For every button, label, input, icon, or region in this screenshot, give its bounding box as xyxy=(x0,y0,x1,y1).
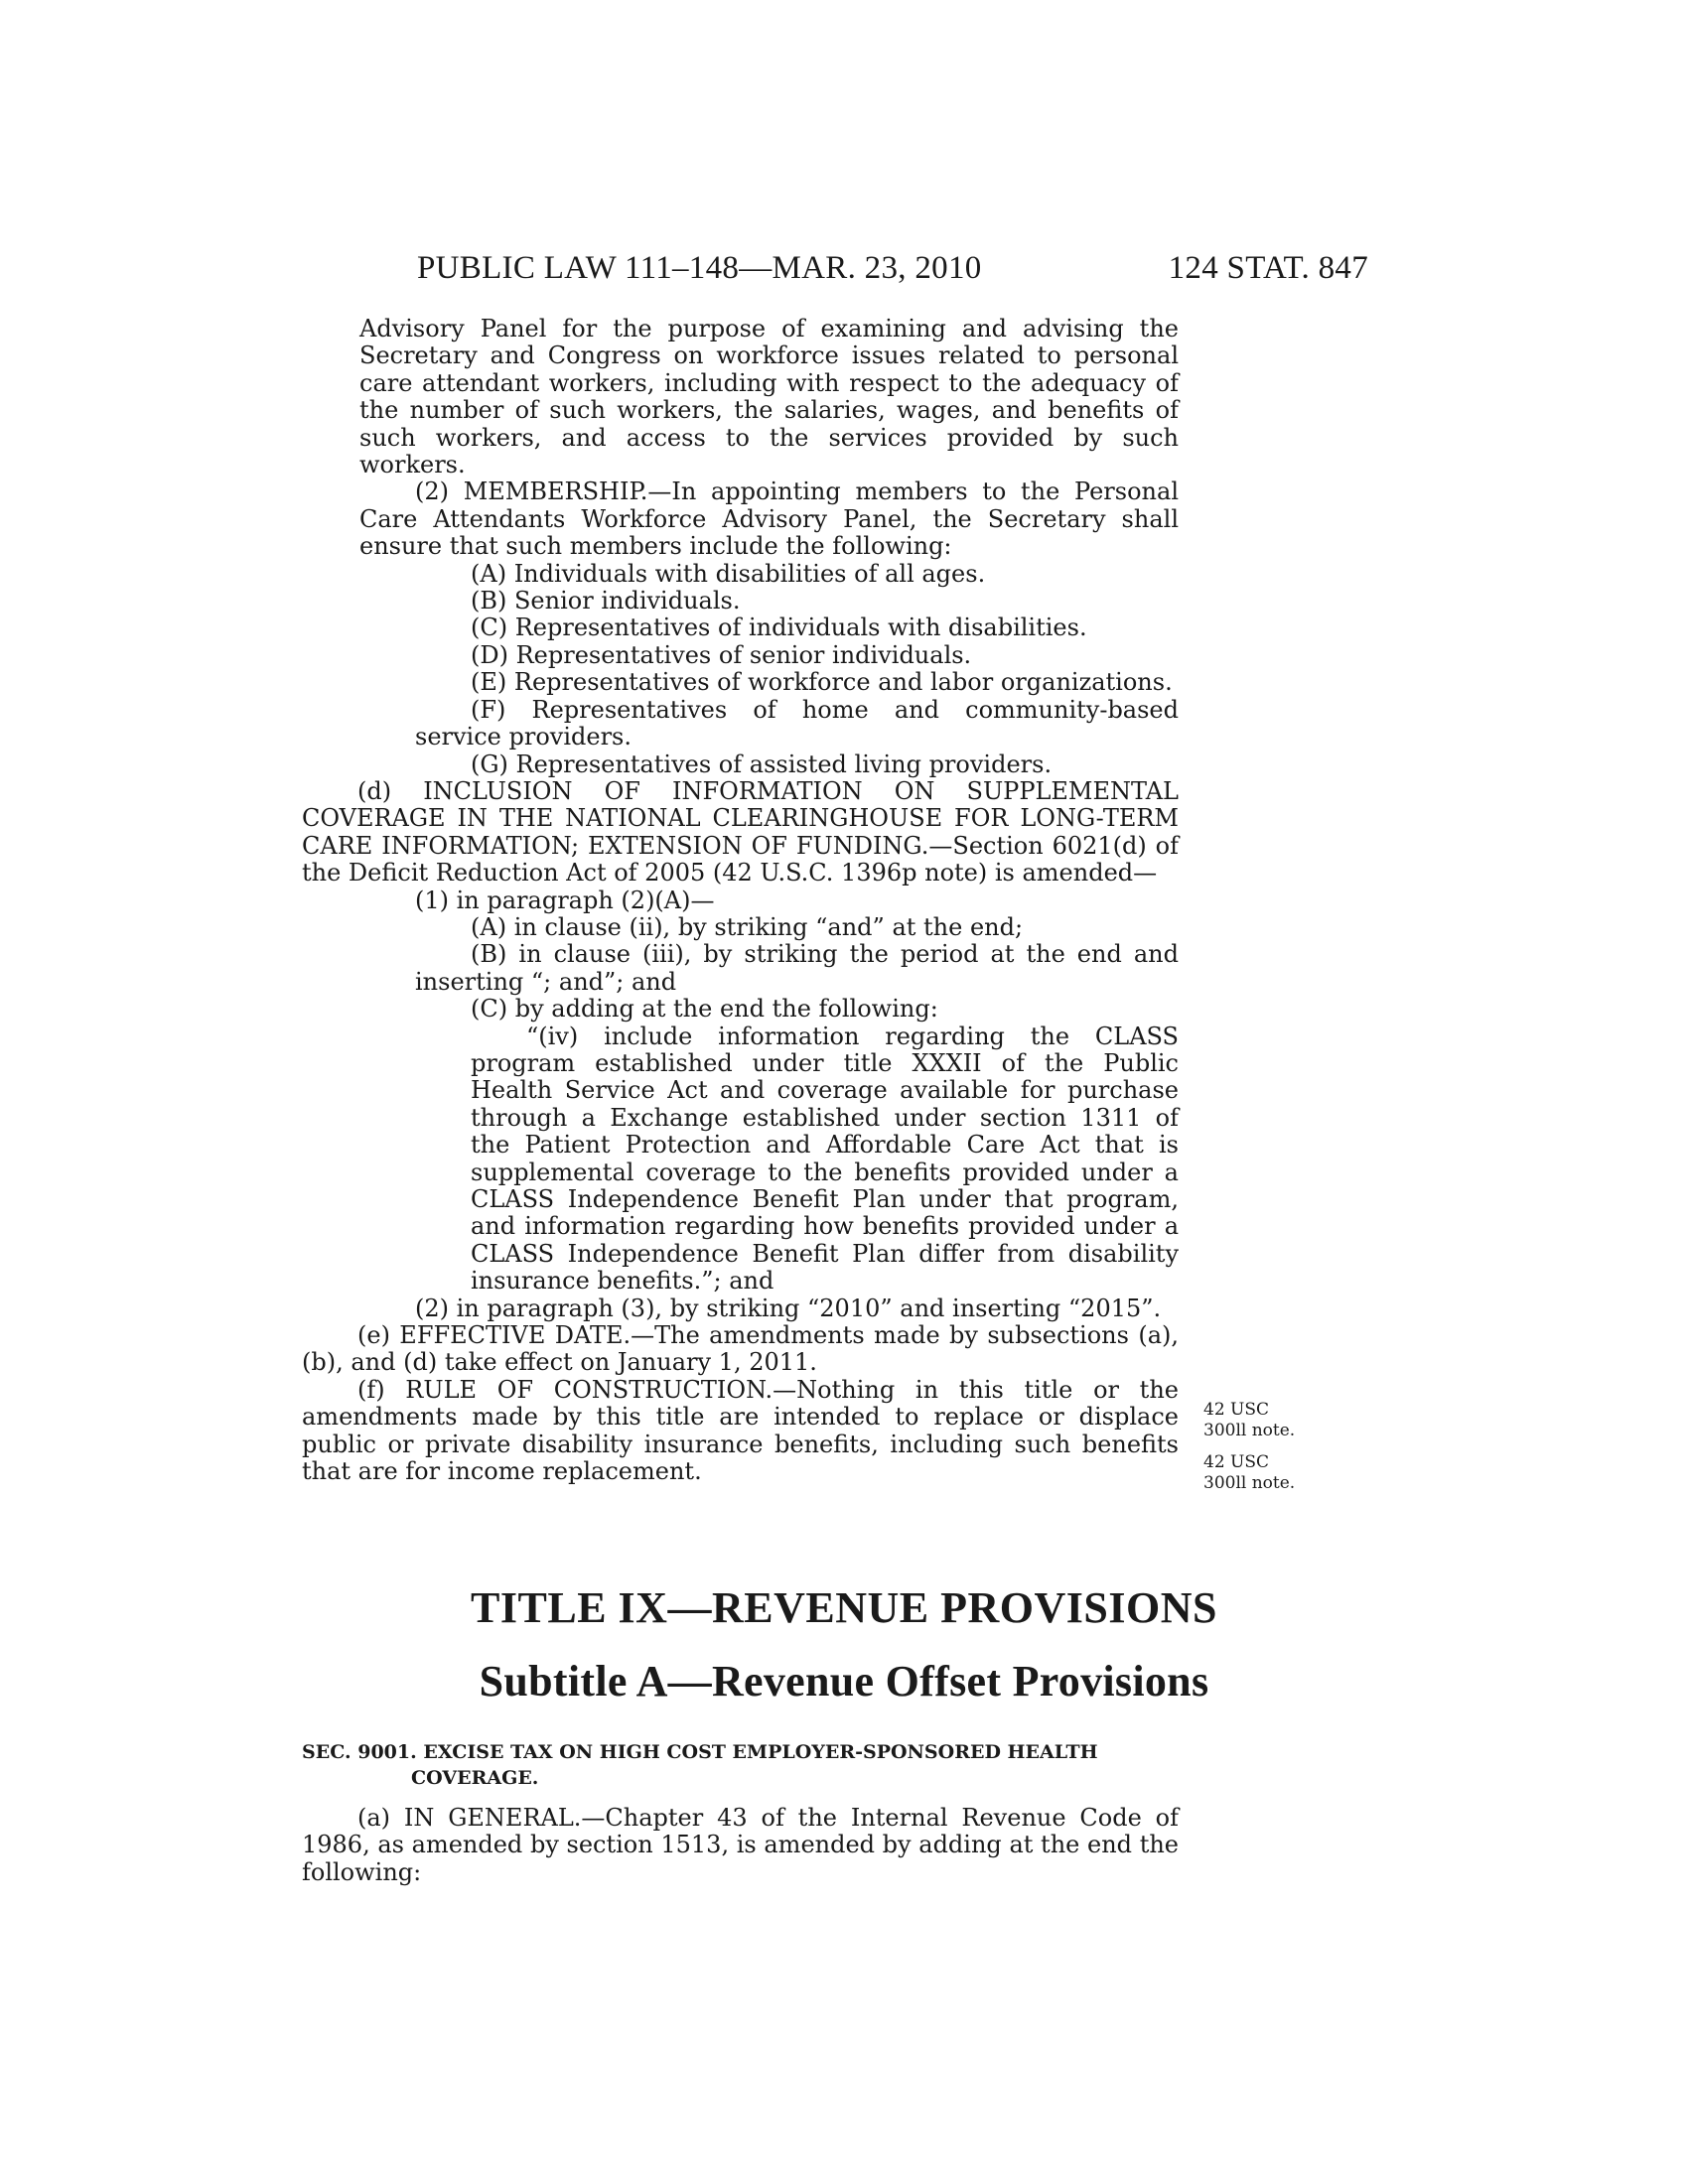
paragraph-membership: (2) MEMBERSHIP.—In appointing members to the Personal Care Attendants Workforce Advisory Panel, the Secretary shall ensure that such members include the following: xyxy=(359,478,1179,561)
paragraph-d-1-c: (C) by adding at the end the following: xyxy=(471,995,938,1024)
list-item-f: (F) Representatives of home and community-based service providers. xyxy=(415,695,1179,751)
list-item-g: (G) Representatives of assisted living providers. xyxy=(471,750,1053,778)
quoted-clause-iv: “(iv) include information regarding the CLASS program established under title XXXII of the Public Health Service Act and coverage available for purchase through a Exchange established under section 1311 of the Patient Protection and Affordable Care Act that is supplemental coverage to the benefits provided under a CLASS Independence Benefit Plan under that program, and information regarding how benefits provided under a CLASS Independence Benefit Plan differ from disability insurance benefits.”; and xyxy=(471,1022,1179,1296)
paragraph-d-2: (2) in paragraph (3), by striking “2010” and inserting “2015”. xyxy=(415,1294,1162,1322)
section-heading xyxy=(302,1739,1179,1791)
header-title: PUBLIC LAW 111–148—MAR. 23, 2010 xyxy=(417,250,982,286)
list-item-c: (C) Representatives of individuals with disabilities. xyxy=(471,614,1087,642)
paragraph-advisory-panel: Advisory Panel for the purpose of examining and advising the Secretary and Congress on workforce issues related to personal care attendant workers, including with respect to the adequacy of the number of such workers, the salaries, wages, and benefits of such workers, and access to the services provided by such workers. xyxy=(359,315,1179,479)
list-item-e: (E) Representatives of workforce and labor organizations. xyxy=(471,668,1173,697)
paragraph-subsection-f: (f) RULE OF CONSTRUCTION.—Nothing in this title or the amendments made by this title are intended to replace or displace public or private disability insurance benefits, including such benefits that are for income replacement. xyxy=(302,1375,1179,1486)
paragraph-d-1-b: (B) in clause (iii), by striking the period at the end and inserting “; and”; and xyxy=(415,940,1179,996)
list-item-d: (D) Representatives of senior individuals. xyxy=(471,640,972,669)
margin-note-subsection-f: 42 USC 300ll note. xyxy=(1203,1452,1296,1493)
section-heading-line1: SEC. 9001. EXCISE TAX ON HIGH COST EMPLOYER-SPONSORED HEALTH xyxy=(302,1741,1098,1763)
body-text xyxy=(302,316,1179,1485)
paragraph-d-1-a: (A) in clause (ii), by striking “and” at the end; xyxy=(471,912,1024,941)
header-page-ref: 124 STAT. 847 xyxy=(1168,250,1368,286)
paragraph-subsection-d: (d) INCLUSION OF INFORMATION ON SUPPLEMENTAL COVERAGE IN THE NATIONAL CLEARINGHOUSE FOR LONG-TERM CARE INFORMATION; EXTENSION OF FUNDING.—Section 6021(d) of the Deficit Reduction Act of 2005 (42 U.S.C. 1396p note) is amended— xyxy=(302,776,1179,887)
subtitle-heading: Subtitle A—Revenue Offset Provisions xyxy=(479,1657,1209,1706)
list-item-a: (A) Individuals with disabilities of all ages. xyxy=(471,559,986,588)
section-paragraph-a: (a) IN GENERAL.—Chapter 43 of the Internal Revenue Code of 1986, as amended by section 1513, is amended by adding at the end the following: xyxy=(302,1804,1179,1886)
paragraph-d-1: (1) in paragraph (2)(A)— xyxy=(415,886,715,914)
list-item-b: (B) Senior individuals. xyxy=(471,587,741,615)
margin-note-subsection-e: 42 USC 300ll note. xyxy=(1203,1400,1296,1440)
title-heading: TITLE IX—REVENUE PROVISIONS xyxy=(471,1583,1217,1632)
section-heading-line2: COVERAGE. xyxy=(411,1767,539,1789)
running-header xyxy=(0,250,1688,294)
paragraph-subsection-e: (e) EFFECTIVE DATE.—The amendments made by subsections (a), (b), and (d) take effect on January 1, 2011. xyxy=(302,1321,1179,1377)
section-body xyxy=(302,1805,1179,1886)
